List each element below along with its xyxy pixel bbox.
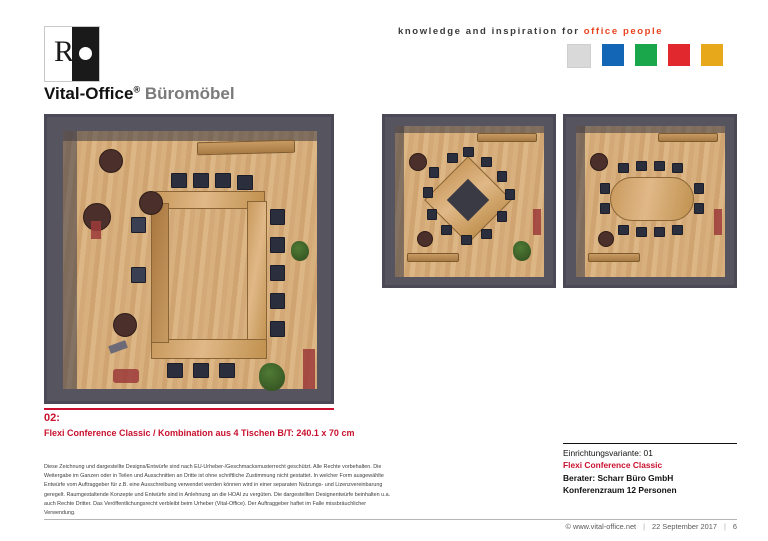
swatch-blue xyxy=(602,44,624,66)
credenza-bottom xyxy=(407,253,459,262)
render-main xyxy=(44,114,334,404)
header-tagline xyxy=(398,26,663,37)
chair-d8 xyxy=(461,235,472,245)
chair-o5 xyxy=(694,183,704,194)
floor-accent-right xyxy=(533,209,541,235)
logo-subtitle: Büromöbel xyxy=(144,84,235,103)
caption-number: 02: xyxy=(44,412,60,424)
logo-name: Vital-Office xyxy=(44,84,134,103)
logo-wordmark xyxy=(44,84,235,104)
floor-accent-bottom xyxy=(113,369,139,383)
credenza-top xyxy=(477,133,537,142)
chair-d12 xyxy=(429,167,439,178)
chair-o10 xyxy=(618,225,629,235)
chair-right-5 xyxy=(270,321,285,337)
swatch-silver xyxy=(567,44,591,68)
floor-accent-right xyxy=(714,209,722,235)
chair-right-4 xyxy=(270,293,285,309)
chair-o9 xyxy=(636,227,647,237)
floor-accent-left xyxy=(91,221,101,239)
wall-shadow-top xyxy=(576,126,725,133)
stool-corner xyxy=(139,191,163,215)
legal-text: Diese Zeichnung und dargestellte Designs/Entwürfe sind nach EU-Urheber-/Geschmacksmusterrecht geschützt. Alle Rechte vorbehalten. Die Weitergabe im Ganzen oder in Teilen und Ausschnitten an Dritte ist ohne schriftliche Zustimmung nicht gestattet. In welcher Form ausgewählte Entwürfe vom Auftraggeber für z.B. eine Ausschreibung verwendet werden können wird in einer separaten Nutzungs- und Lizenzvereinbarung geregelt. Raumgestaltende Konzepte und Entwürfe sind in Anlehnung an die HOAI zu vergüten. Die dargestellten Designentwürfe beinhalten u.a. auch Rechte Dritter. Das Veröffentlichungsrecht verbleibt beim Urheber (Vital-Office). Der Auftraggeber haftet im Falle missbräuchlicher Verwendung. xyxy=(44,464,391,517)
chair-o7 xyxy=(672,225,683,235)
swatch-red xyxy=(668,44,690,66)
chair-right-1 xyxy=(270,209,285,225)
swatch-green xyxy=(635,44,657,66)
chair-d1 xyxy=(447,153,458,163)
floor-accent-right xyxy=(303,349,315,389)
credenza-top xyxy=(658,133,718,142)
chair-right-3 xyxy=(270,265,285,281)
chair-right-2 xyxy=(270,237,285,253)
chair-d3 xyxy=(481,157,492,167)
chair-bottom-1 xyxy=(167,363,183,378)
logo-mark-icon xyxy=(44,26,100,82)
chair-o2 xyxy=(636,161,647,171)
header-tagline-plain: knowledge and inspiration for xyxy=(398,26,584,37)
conference-table-right xyxy=(247,201,267,351)
chair-bottom-2 xyxy=(193,363,209,378)
footer-date: 22 September 2017 xyxy=(652,522,717,531)
info-divider xyxy=(563,443,737,444)
stool-left xyxy=(409,153,427,171)
info-advisor: Berater: Scharr Büro GmbH xyxy=(563,472,674,483)
stool-lower-left xyxy=(113,313,137,337)
footer-divider xyxy=(44,519,737,520)
stool-bottom xyxy=(598,231,614,247)
plant-bottom-right xyxy=(259,363,285,391)
swatch-yellow xyxy=(701,44,723,66)
footer-separator-2: | xyxy=(723,522,726,531)
plant-far-right xyxy=(291,241,309,261)
plant-bottom-right xyxy=(513,241,531,261)
chair-d4 xyxy=(497,171,507,182)
chair-top-2 xyxy=(193,173,209,188)
chair-d9 xyxy=(441,225,452,235)
header-tagline-accent: office people xyxy=(583,26,664,37)
footer-separator-1: | xyxy=(643,522,646,531)
footer-copyright: © www.vital-office.net xyxy=(565,522,637,531)
chair-o8 xyxy=(654,227,665,237)
chair-bottom-3 xyxy=(219,363,235,378)
credenza-bottom xyxy=(588,253,640,262)
project-info-box xyxy=(563,447,743,497)
chair-top-4 xyxy=(237,175,253,190)
info-product: Flexi Conference Classic xyxy=(563,460,663,471)
page-footer xyxy=(565,522,737,531)
chair-d5 xyxy=(505,189,515,200)
render-variant-oval xyxy=(563,114,737,288)
chair-o3 xyxy=(654,161,665,171)
chair-left-1 xyxy=(131,217,146,233)
chair-d6 xyxy=(497,211,507,222)
chair-d11 xyxy=(423,187,433,198)
logo-registered: ® xyxy=(133,84,141,95)
wall-shadow-left xyxy=(576,126,585,277)
render-variant-diamond xyxy=(382,114,556,288)
logo-letter: R xyxy=(54,35,75,68)
chair-top-1 xyxy=(171,173,187,188)
chair-d10 xyxy=(427,209,437,220)
chair-d2 xyxy=(463,147,474,157)
stool-left xyxy=(590,153,608,171)
caption-title: Flexi Conference Classic / Kombination aus 4 Tischen B/T: 240.1 x 70 cm xyxy=(44,428,355,438)
stool-top-left xyxy=(99,149,123,173)
chair-o1 xyxy=(618,163,629,173)
caption-divider xyxy=(44,408,334,410)
footer-page-number: 6 xyxy=(732,522,737,531)
chair-o11 xyxy=(600,203,610,214)
conference-table-oval xyxy=(610,177,694,221)
credenza-top xyxy=(197,140,295,156)
wall-shadow-left xyxy=(395,126,404,277)
wall-shadow-top xyxy=(395,126,544,133)
info-room: Konferenzraum 12 Personen xyxy=(563,485,677,496)
chair-d7 xyxy=(481,229,492,239)
chair-left-2 xyxy=(131,267,146,283)
wall-shadow-left xyxy=(63,131,77,389)
stool-bottom xyxy=(417,231,433,247)
color-swatch-row xyxy=(567,44,723,68)
brand-logo xyxy=(44,26,254,103)
chair-o4 xyxy=(672,163,683,173)
chair-o6 xyxy=(694,203,704,214)
info-variant: Einrichtungsvariante: 01 xyxy=(563,448,653,458)
conference-table-left xyxy=(151,203,169,343)
chair-top-3 xyxy=(215,173,231,188)
chair-o12 xyxy=(600,183,610,194)
